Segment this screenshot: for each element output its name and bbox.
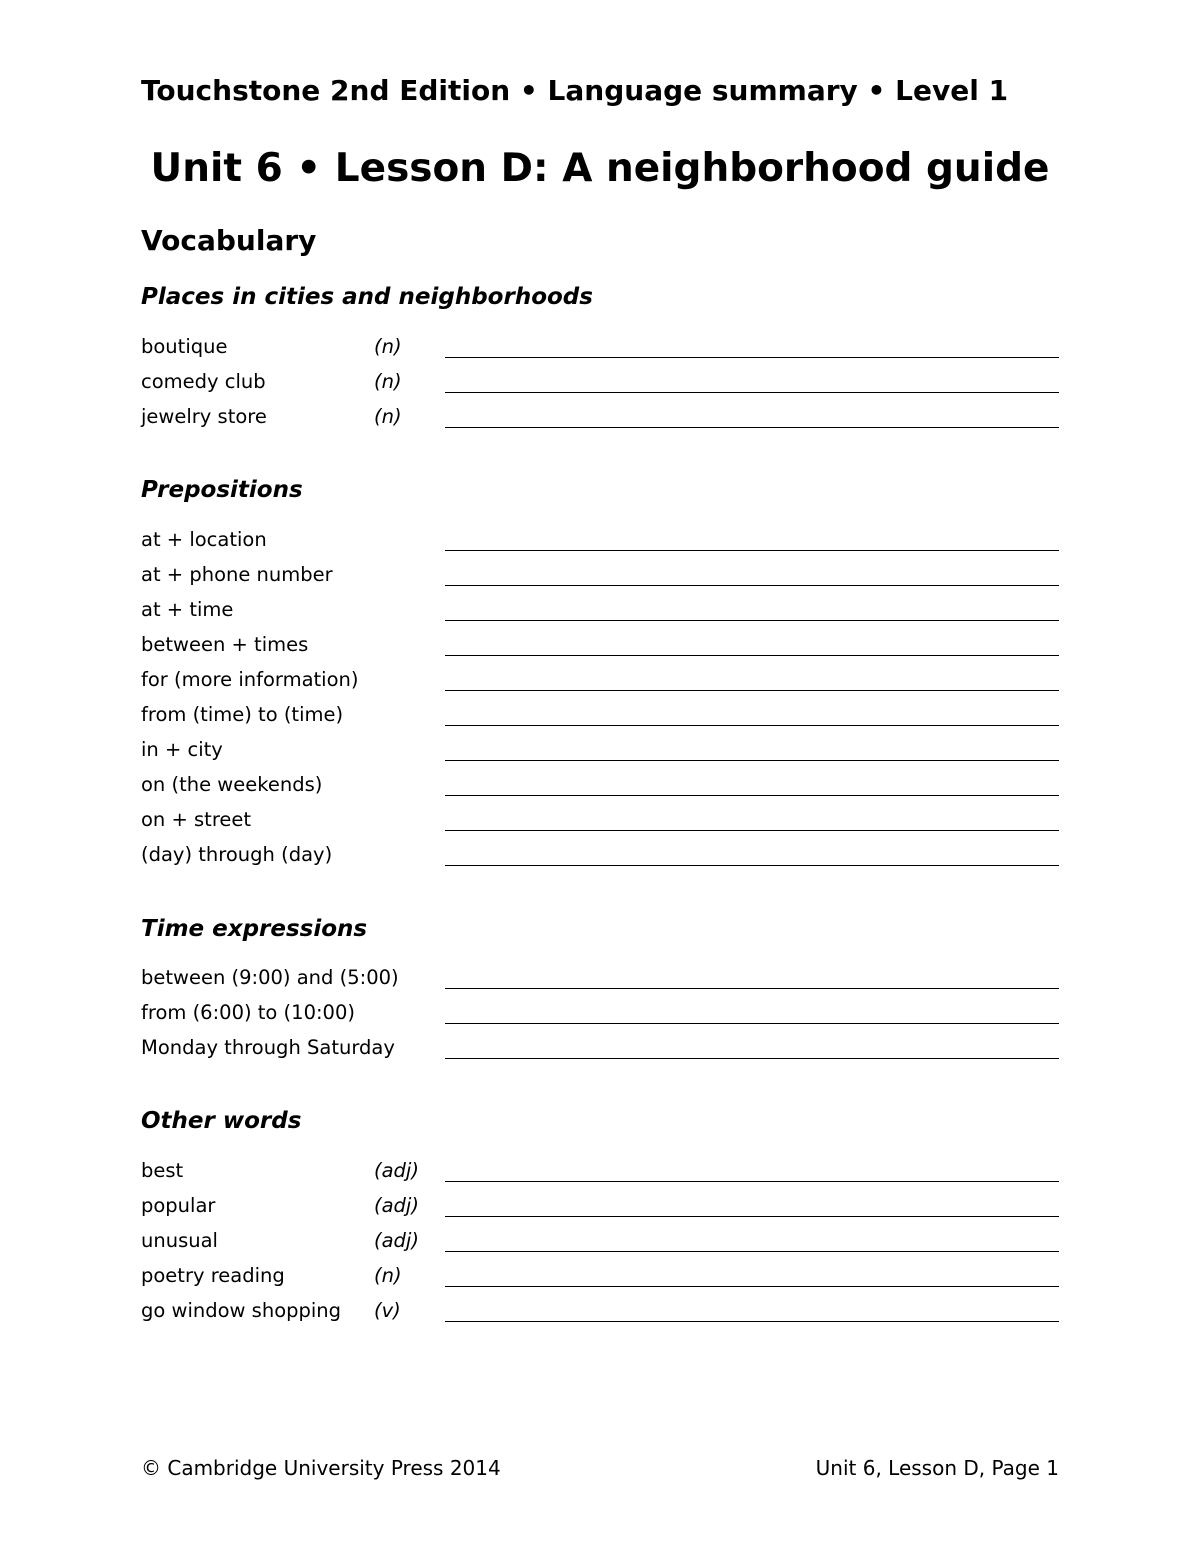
vocab-term: from (time) to (time) [141,703,344,726]
vocab-row [141,1263,1059,1298]
vocab-row [141,1000,1059,1035]
vocab-term: jewelry store [141,405,267,428]
vocab-term: boutique [141,335,228,358]
part-of-speech: (n) [374,405,402,428]
vocab-term: on (the weekends) [141,773,323,796]
answer-line [445,427,1059,428]
answer-line [445,690,1059,691]
vocab-term: popular [141,1194,216,1217]
vocab-row [141,965,1059,1000]
group-heading-other-words: Other words [141,1108,302,1134]
page-title: Unit 6 • Lesson D: A neighborhood guide [150,146,1050,191]
vocab-term: (day) through (day) [141,843,333,866]
answer-line [445,988,1059,989]
vocab-row [141,1298,1059,1333]
vocab-row [141,597,1059,632]
vocab-row [141,1228,1059,1263]
vocab-row [141,632,1059,667]
vocab-row [141,1158,1059,1193]
part-of-speech: (n) [374,370,402,393]
vocab-term: for (more information) [141,668,359,691]
answer-line [445,357,1059,358]
group-heading-time-expressions: Time expressions [141,916,368,942]
part-of-speech: (n) [374,335,402,358]
part-of-speech: (v) [374,1299,401,1322]
answer-line [445,1216,1059,1217]
vocab-row [141,562,1059,597]
section-heading-vocabulary: Vocabulary [141,224,317,257]
answer-line [445,830,1059,831]
answer-line [445,760,1059,761]
vocab-term: poetry reading [141,1264,285,1287]
footer-copyright: © Cambridge University Press 2014 [141,1456,501,1480]
answer-line [445,1181,1059,1182]
part-of-speech: (adj) [374,1194,419,1217]
vocab-row [141,702,1059,737]
vocab-term: unusual [141,1229,218,1252]
vocab-row [141,404,1059,439]
vocab-term: between + times [141,633,309,656]
answer-line [445,655,1059,656]
answer-line [445,585,1059,586]
answer-line [445,620,1059,621]
vocab-term: between (9:00) and (5:00) [141,966,399,989]
answer-line [445,1058,1059,1059]
vocab-row [141,1035,1059,1070]
answer-line [445,550,1059,551]
vocab-row [141,369,1059,404]
vocab-row [141,527,1059,562]
vocab-row [141,737,1059,772]
part-of-speech: (adj) [374,1229,419,1252]
vocab-term: from (6:00) to (10:00) [141,1001,355,1024]
answer-line [445,1321,1059,1322]
answer-line [445,1251,1059,1252]
vocab-term: comedy club [141,370,266,393]
vocab-term: go window shopping [141,1299,342,1322]
answer-line [445,725,1059,726]
group-heading-places: Places in cities and neighborhoods [141,284,593,310]
vocab-term: at + location [141,528,267,551]
vocab-row [141,842,1059,877]
part-of-speech: (adj) [374,1159,419,1182]
answer-line [445,392,1059,393]
vocab-row [141,667,1059,702]
vocab-term: on + street [141,808,252,831]
footer-page-label: Unit 6, Lesson D, Page 1 [815,1456,1059,1480]
answer-line [445,865,1059,866]
part-of-speech: (n) [374,1264,402,1287]
vocab-term: Monday through Saturday [141,1036,395,1059]
vocab-row [141,772,1059,807]
vocab-term: at + time [141,598,234,621]
vocab-term: in + city [141,738,223,761]
vocab-row [141,1193,1059,1228]
answer-line [445,1023,1059,1024]
vocab-row [141,334,1059,369]
series-title: Touchstone 2nd Edition • Language summary • Level 1 [141,74,1009,107]
answer-line [445,795,1059,796]
vocab-term: at + phone number [141,563,333,586]
vocab-row [141,807,1059,842]
vocab-term: best [141,1159,184,1182]
group-heading-prepositions: Prepositions [141,477,303,503]
answer-line [445,1286,1059,1287]
